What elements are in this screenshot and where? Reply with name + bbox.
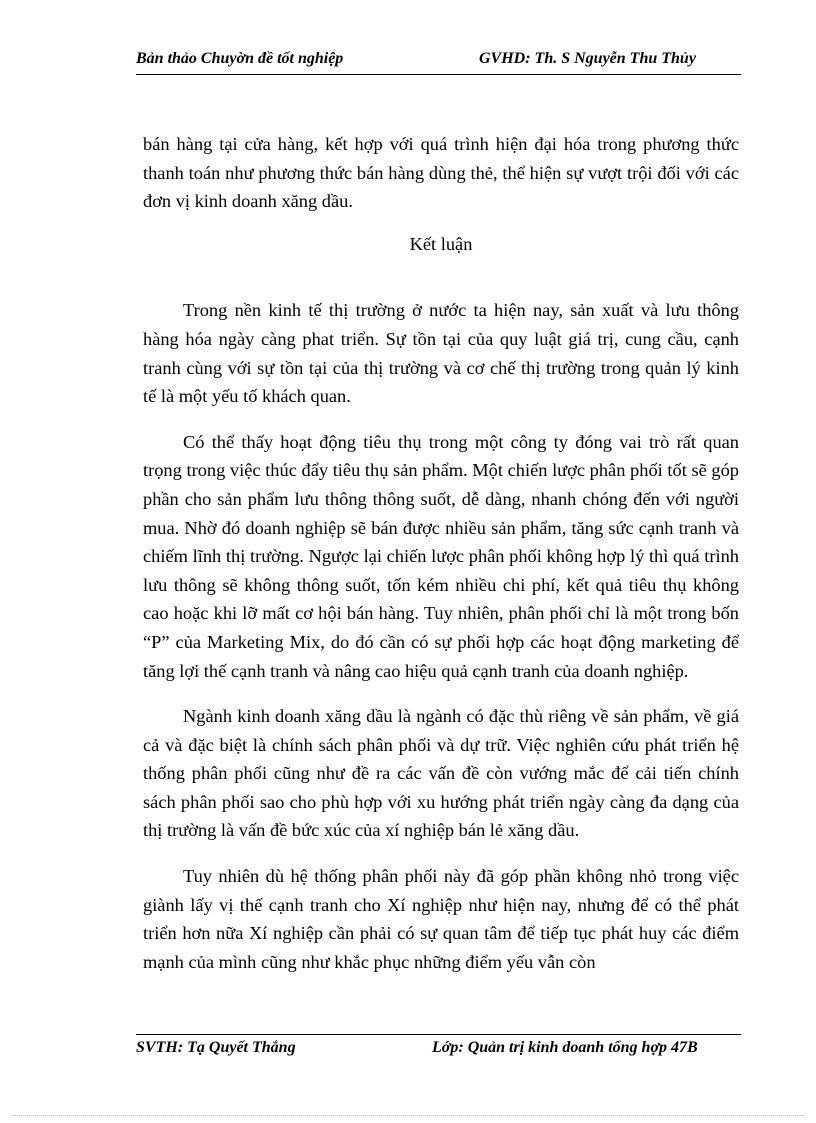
header-document-title: Bản thảo Chuyờn đề tốt nghiệp	[136, 50, 344, 67]
footer-student: SVTH: Tạ Quyết Thắng	[136, 1039, 296, 1056]
intro-paragraph: bán hàng tại cửa hàng, kết hợp với quá trình hiện đại hóa trong phương thức thanh toán như phương thức bán hàng dùng thẻ, thể hiện sự vượt trội đối với các đơn vị kinh doanh xăng dầu.	[143, 134, 739, 212]
document-body	[143, 130, 739, 976]
page-bottom-edge	[12, 1115, 804, 1116]
page-footer	[136, 1034, 741, 1063]
footer-class: Lớp: Quản trị kinh doanh tổng hợp 47B	[432, 1039, 698, 1056]
header-supervisor: GVHD: Th. S Nguyễn Thu Thủy	[479, 50, 696, 67]
body-paragraph-3: Ngành kinh doanh xăng dầu là ngành có đặc thù riêng về sản phẩm, về giá cả và đặc biệt là chính sách phân phối và dự trữ. Việc nghiên cứu phát triển hệ thống phân phối cũng như đề ra các vấn đề còn vướng mắc để cải tiến chính sách phân phối sao cho phù hợp với xu hướng phát triển ngày càng đa dạng của thị trường là vấn đề bức xúc của xí nghiệp bán lẻ xăng dầu.	[143, 706, 739, 841]
section-heading: Kết luận	[409, 233, 473, 254]
page-header	[136, 46, 741, 75]
body-paragraph-1: Trong nền kinh tế thị trường ở nước ta hiện nay, sản xuất và lưu thông hàng hóa ngày càng phat triển. Sự tồn tại của quy luật giá trị, cung cầu, cạnh tranh cùng với sự tồn tại của thị trường và cơ chế thị trường trong quản lý kinh tế là một yếu tố khách quan.	[143, 300, 739, 407]
body-paragraph-4: Tuy nhiên dù hệ thống phân phối này đã góp phần không nhỏ trong việc giành lấy vị thế cạnh tranh cho Xí nghiệp như hiện nay, nhưng để có thể phát triển hơn nữa Xí nghiệp cần phải có sự quan tâm để tiếp tục phát huy các điểm mạnh của mình cũng như khắc phục những điểm yếu vẫn còn	[143, 866, 739, 972]
body-paragraph-2: Có thể thấy hoạt động tiêu thụ trong một công ty đóng vai trò rất quan trọng trong việc thúc đẩy tiêu thụ sản phẩm. Một chiến lược phân phối tốt sẽ góp phần cho sản phẩm lưu thông thông suốt, dễ dàng, nhanh chóng đến với người mua. Nhờ đó doanh nghiệp sẽ bán được nhiều sản phẩm, tăng sức cạnh tranh và chiếm lĩnh thị trường. Ngược lại chiến lược phân phối không hợp lý thì quá trình lưu thông sẽ không thông suốt, tốn kém nhiều chi phí, kết quả tiêu thụ không cao hoặc khi lỡ mất cơ hội bán hàng. Tuy nhiên, phân phối chỉ là một trong bốn “P” của Marketing Mix, do đó cần có sự phối hợp các hoạt động marketing để tăng lợi thế cạnh tranh và nâng cao hiệu quả cạnh tranh của doanh nghiệp.	[143, 431, 739, 681]
